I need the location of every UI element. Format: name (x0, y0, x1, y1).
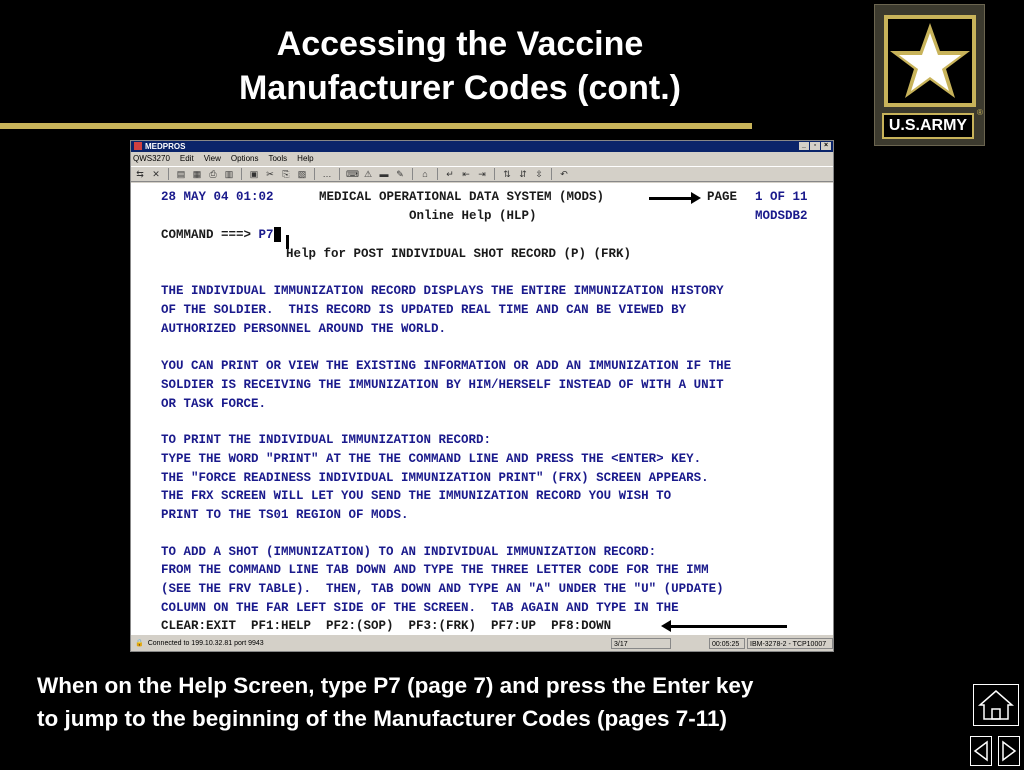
menu-tools[interactable]: Tools (268, 154, 288, 163)
command-line (161, 227, 281, 243)
body-line: (SEE THE FRV TABLE). THEN, TAB DOWN AND TYPE AN "A" UNDER THE "U" (UPDATE) (161, 582, 724, 596)
page-label: PAGE (707, 190, 738, 204)
maximize-button[interactable]: ▫ (810, 142, 820, 150)
display-icon[interactable]: ▬ (379, 169, 389, 179)
next-arrow-icon (999, 737, 1019, 765)
screen-id: MODSDB2 (755, 209, 808, 223)
print-icon[interactable]: ⎙ (209, 168, 217, 179)
home-icon (974, 685, 1018, 725)
more-icon[interactable]: … (322, 169, 332, 179)
cut-icon[interactable]: ✂ (266, 168, 274, 179)
command-input[interactable]: P7 (258, 228, 274, 242)
toolbar-separator (551, 168, 552, 180)
body-line: TYPE THE WORD "PRINT" AT THE THE COMMAND LINE AND PRESS THE <ENTER> KEY. (161, 452, 702, 466)
status-terminal: IBM-3278-2 - TCP10007 (747, 638, 833, 649)
toolbar-separator (168, 168, 169, 180)
body-line: AUTHORIZED PERSONNEL AROUND THE WORLD. (161, 322, 447, 336)
up-icon[interactable]: ⇳ (535, 168, 543, 179)
prev-arrow-icon (971, 737, 991, 765)
caption-line-1: When on the Help Screen, type P7 (page 7) and press the Enter key (37, 673, 754, 698)
toolbar-separator (494, 168, 495, 180)
body-line: THE INDIVIDUAL IMMUNIZATION RECORD DISPLAYS THE ENTIRE IMMUNIZATION HISTORY (161, 284, 724, 298)
toolbar (131, 166, 833, 182)
close-button[interactable]: × (821, 142, 831, 150)
menu-view[interactable]: View (203, 154, 221, 163)
body-line: THE "FORCE READINESS INDIVIDUAL IMMUNIZATION PRINT" (FRX) SCREEN APPEARS. (161, 471, 709, 485)
army-star-icon (882, 13, 978, 109)
status-elapsed: 00:05:25 (709, 638, 745, 649)
save-icon[interactable]: ▣ (249, 168, 259, 179)
home-icon[interactable]: ⌂ (422, 169, 428, 179)
slide-title-line-2: Manufacturer Codes (cont.) (238, 69, 682, 107)
slide-title (170, 22, 750, 110)
back-tab-icon[interactable]: ⇤ (462, 168, 470, 179)
menu-options[interactable]: Options (230, 154, 259, 163)
undo-icon[interactable]: ↶ (560, 168, 568, 179)
connect-icon[interactable]: ⇆ (136, 168, 144, 179)
body-line: SOLDIER IS RECEIVING THE IMMUNIZATION BY HIM/HERSELF INSTEAD OF WITH A UNIT (161, 378, 724, 392)
page-arrow-icon (649, 197, 693, 200)
home-button[interactable] (973, 684, 1019, 726)
body-line: THE FRX SCREEN WILL LET YOU SEND THE IMMUNIZATION RECORD YOU WISH TO (161, 489, 672, 503)
slide-caption (37, 669, 957, 735)
terminal-screen[interactable] (131, 183, 833, 635)
header-system: MEDICAL OPERATIONAL DATA SYSTEM (MODS) (319, 190, 605, 204)
next-button[interactable] (998, 736, 1020, 766)
page-value: 1 OF 11 (755, 190, 808, 204)
step-icon[interactable]: ⇵ (519, 168, 527, 179)
menu-edit[interactable]: Edit (179, 154, 194, 163)
paste-icon[interactable]: ▧ (297, 168, 307, 179)
toolbar-separator (241, 168, 242, 180)
send-icon[interactable]: ▤ (176, 168, 186, 179)
keyboard-icon[interactable]: ⌨ (346, 168, 359, 179)
print-screen-icon[interactable]: ▥ (224, 168, 234, 179)
body-line: FROM THE COMMAND LINE TAB DOWN AND TYPE THE THREE LETTER CODE FOR THE IMM (161, 563, 709, 577)
disconnect-icon[interactable]: ✕ (152, 168, 160, 179)
registered-mark: ® (977, 108, 983, 117)
terminal-window (130, 140, 834, 652)
command-label: COMMAND ===> (161, 228, 252, 242)
menu-help[interactable]: Help (297, 154, 314, 163)
body-line: COLUMN ON THE FAR LEFT SIDE OF THE SCREEN. TAB AGAIN AND TYPE IN THE (161, 601, 679, 615)
body-line: OR TASK FORCE. (161, 397, 267, 411)
title-divider (0, 123, 752, 129)
window-title: MEDPROS (145, 142, 186, 151)
army-logo (874, 4, 985, 146)
menu-bar (131, 153, 835, 165)
screen-subtitle: Online Help (HLP) (409, 209, 537, 223)
field-icon[interactable]: ⇅ (503, 168, 511, 179)
caption-line-2: to jump to the beginning of the Manufacturer Codes (pages 7-11) (37, 706, 728, 731)
enter-icon[interactable]: ↵ (446, 168, 454, 179)
status-bar (131, 637, 833, 651)
connection-text: Connected to 199.10.32.81 port 9943 (147, 640, 264, 647)
slide-title-line-1: Accessing the Vaccine (276, 25, 644, 63)
macro-icon[interactable]: ▦ (192, 168, 202, 179)
army-logo-text: U.S.ARMY (882, 113, 974, 139)
toolbar-separator (437, 168, 438, 180)
body-line: TO ADD A SHOT (IMMUNIZATION) TO AN INDIVIDUAL IMMUNIZATION RECORD: (161, 545, 657, 559)
prev-button[interactable] (970, 736, 992, 766)
toolbar-separator (339, 168, 340, 180)
status-connection (131, 638, 601, 649)
body-line: PRINT TO THE TS01 REGION OF MODS. (161, 508, 409, 522)
hotspot-icon[interactable]: ✎ (396, 168, 404, 179)
menu-qws3270[interactable]: QWS3270 (133, 154, 170, 163)
help-title: Help for POST INDIVIDUAL SHOT RECORD (P) (FRK) (286, 247, 632, 261)
status-cursor-pos: 3/17 (611, 638, 671, 649)
warning-icon[interactable]: ⚠ (363, 168, 373, 179)
header-date: 28 MAY 04 01:02 (161, 190, 274, 204)
app-icon (134, 142, 142, 150)
window-titlebar[interactable] (131, 141, 833, 152)
footer-arrow-icon (669, 625, 787, 628)
body-line: YOU CAN PRINT OR VIEW THE EXISTING INFORMATION OR ADD AN IMMUNIZATION IF THE (161, 359, 732, 373)
copy-icon[interactable]: ⎘ (282, 168, 290, 179)
toolbar-separator (314, 168, 315, 180)
minimize-button[interactable]: _ (799, 142, 809, 150)
body-line: TO PRINT THE INDIVIDUAL IMMUNIZATION RECORD: (161, 433, 492, 447)
toolbar-separator (412, 168, 413, 180)
text-cursor (274, 227, 281, 242)
lock-icon: 🔒 (135, 640, 144, 647)
body-line: OF THE SOLDIER. THIS RECORD IS UPDATED REAL TIME AND CAN BE VIEWED BY (161, 303, 687, 317)
footer-keys: CLEAR:EXIT PF1:HELP PF2:(SOP) PF3:(FRK) PF7:UP PF8:DOWN (161, 619, 612, 633)
tab-icon[interactable]: ⇥ (478, 168, 486, 179)
